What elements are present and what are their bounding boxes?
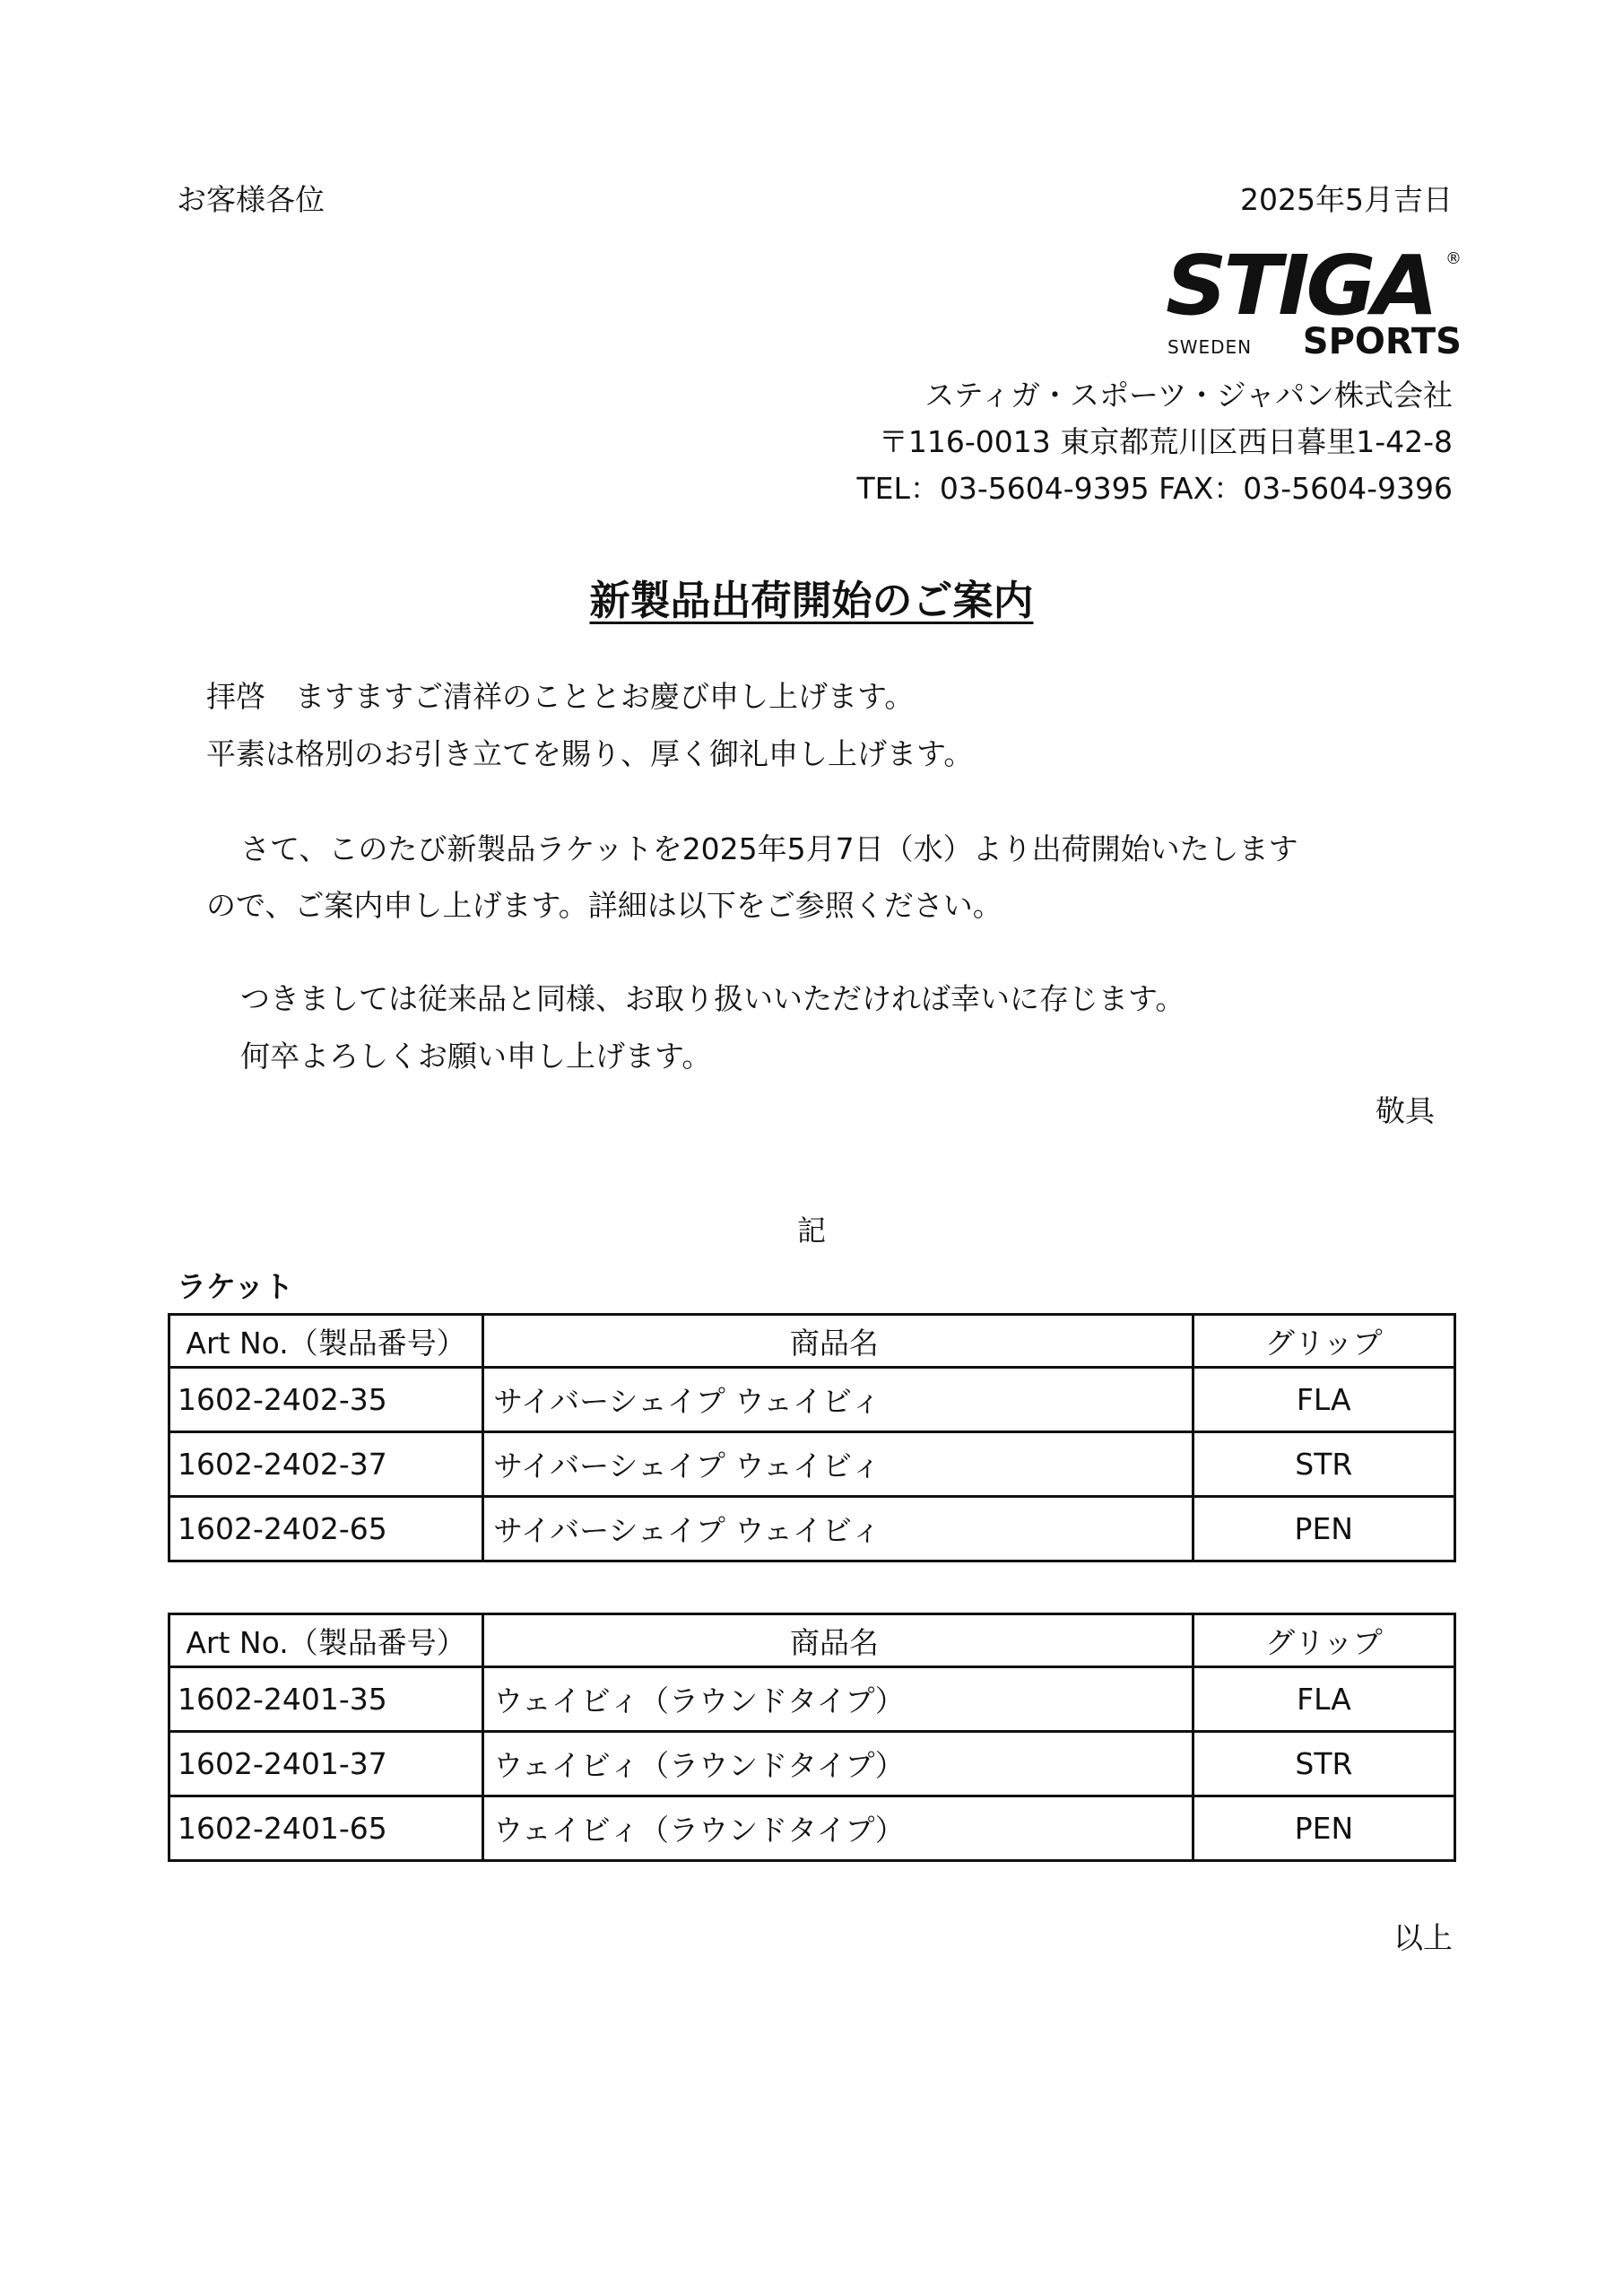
product-table-cybershape (168, 1313, 1456, 1562)
announcement-line-2: ので、ご案内申し上げます。詳細は以下をご参照ください。 (206, 888, 1002, 923)
table-row (169, 1667, 1455, 1732)
header-product-name: 商品名 (483, 1315, 1193, 1368)
company-address: 〒116-0013 東京都荒川区西日暮里1-42-8 (878, 424, 1453, 459)
table-row (169, 1497, 1455, 1561)
header-grip: グリップ (1193, 1614, 1454, 1667)
cell-grip: STR (1193, 1732, 1454, 1796)
table-row (169, 1432, 1455, 1497)
cell-product-name: サイバーシェイプ ウェイビィ (483, 1497, 1193, 1561)
logo-registered-mark: ® (1445, 249, 1462, 268)
request-line-1: つきましては従来品と同様、お取り扱いいただければ幸いに存じます。 (240, 981, 1185, 1016)
header-product-name: 商品名 (483, 1614, 1193, 1667)
header-grip: グリップ (1193, 1315, 1454, 1368)
cell-art-no: 1602-2401-37 (169, 1732, 483, 1796)
cell-grip: PEN (1193, 1497, 1454, 1561)
closing-phrase: 敬具 (1376, 1093, 1435, 1128)
cell-product-name: ウェイビィ（ラウンドタイプ） (483, 1667, 1193, 1732)
product-table-wavy-round (168, 1613, 1456, 1862)
table-header-row (169, 1315, 1455, 1368)
cell-grip: STR (1193, 1432, 1454, 1497)
greeting-line-2: 平素は格別のお引き立てを賜り、厚く御礼申し上げます。 (206, 736, 974, 771)
end-mark: 以上 (1393, 1920, 1453, 1955)
ki-heading: 記 (796, 1213, 826, 1248)
cell-product-name: ウェイビィ（ラウンドタイプ） (483, 1732, 1193, 1796)
cell-art-no: 1602-2402-65 (169, 1497, 483, 1561)
table-row (169, 1796, 1455, 1861)
cell-art-no: 1602-2401-65 (169, 1796, 483, 1861)
cell-grip: PEN (1193, 1796, 1454, 1861)
table-row (169, 1368, 1455, 1432)
request-line-2: 何卒よろしくお願い申し上げます。 (240, 1039, 712, 1074)
logo-sweden-text: SWEDEN (1167, 336, 1253, 358)
section-title-racket: ラケット (177, 1269, 294, 1304)
logo-sports-text: SPORTS (1302, 321, 1462, 362)
table-row (169, 1732, 1455, 1796)
company-name: スティガ・スポーツ・ジャパン株式会社 (924, 378, 1453, 413)
cell-product-name: サイバーシェイプ ウェイビィ (483, 1432, 1193, 1497)
announcement-line-1: さて、このたび新製品ラケットを2025年5月7日（水）より出荷開始いたします (240, 831, 1298, 866)
cell-art-no: 1602-2402-35 (169, 1368, 483, 1432)
cell-product-name: ウェイビィ（ラウンドタイプ） (483, 1796, 1193, 1861)
stiga-sports-logo (1166, 242, 1462, 363)
document-date: 2025年5月吉日 (1240, 182, 1453, 217)
header-art-no: Art No.（製品番号） (169, 1315, 483, 1368)
greeting-line-1: 拝啓 ますますご清祥のこととお慶び申し上げます。 (206, 679, 915, 714)
cell-grip: FLA (1193, 1368, 1454, 1432)
cell-product-name: サイバーシェイプ ウェイビィ (483, 1368, 1193, 1432)
cell-art-no: 1602-2402-37 (169, 1432, 483, 1497)
logo-brand-text: STIGA (1166, 242, 1435, 334)
company-phone-fax: TEL：03-5604-9395 FAX：03-5604-9396 (856, 471, 1453, 506)
recipient-salutation: お客様各位 (177, 182, 325, 217)
document-title: 新製品出荷開始のご案内 (589, 577, 1034, 624)
cell-grip: FLA (1193, 1667, 1454, 1732)
cell-art-no: 1602-2401-35 (169, 1667, 483, 1732)
header-art-no: Art No.（製品番号） (169, 1614, 483, 1667)
table-header-row (169, 1614, 1455, 1667)
